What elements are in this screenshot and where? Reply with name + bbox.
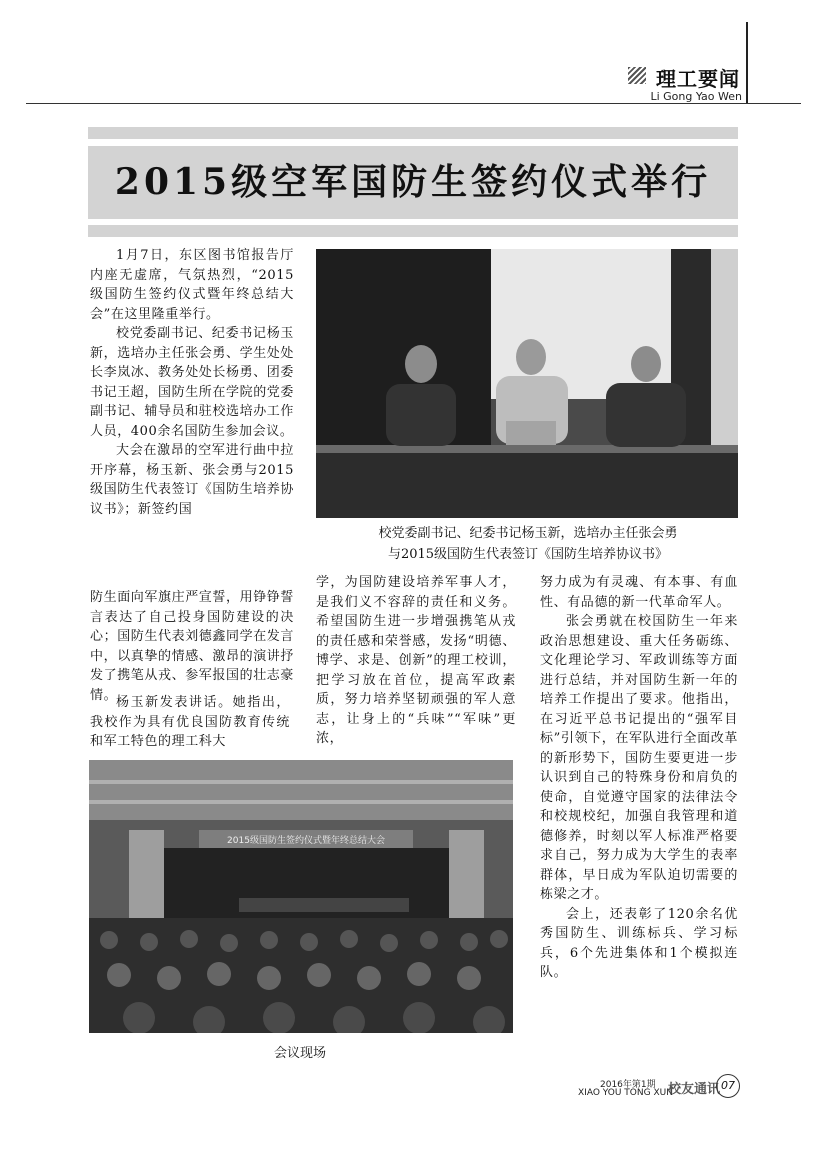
column-3 <box>540 573 738 983</box>
caption-line: 与2015级国防生代表签订《国防生培养协议书》 <box>387 547 669 562</box>
paragraph: 防生面向军旗庄严宣誓，用铮铮誓言表达了自己投身国防建设的决心；国防生代表刘德鑫同学在发言中，以真挚的情感、激昂的演讲抒发了携笔从戎、参军报国的壮志豪情。 <box>90 590 295 703</box>
column-2 <box>316 573 516 749</box>
paragraph: 校党委副书记、纪委书记杨玉新，选培办主任张会勇、学生处处长李岚冰、教务处处长杨勇、团委书记王超，国防生所在学院的党委副书记、辅导员和驻校选培办工作人员，400余名国防生参加会议。 <box>90 326 295 439</box>
column-1-end <box>90 693 290 752</box>
header-divider <box>746 22 748 104</box>
photo-1-caption <box>300 523 756 565</box>
title-band-bottom <box>88 225 738 237</box>
signing-ceremony-photo <box>316 249 738 518</box>
caption-line: 校党委副书记、纪委书记杨玉新，选培办主任张会勇 <box>378 526 678 541</box>
footer-pinyin: XIAO YOU TONG XUN <box>578 1088 673 1098</box>
page-number: 07 <box>716 1074 740 1098</box>
section-pinyin: Li Gong Yao Wen <box>650 90 742 103</box>
footer-publication-name: 校友通讯 <box>668 1082 721 1097</box>
meeting-banner-text: 2015级国防生签约仪式暨年终总结大会 <box>227 836 385 846</box>
footer-issue: 2016年第1期 <box>600 1080 656 1090</box>
photo-2-caption: 会议现场 <box>273 1046 326 1061</box>
title-band-top <box>88 127 738 139</box>
article-title: 2015级空军国防生签约仪式举行 <box>114 161 712 203</box>
header-rule <box>26 103 801 104</box>
paragraph: 大会在激昂的空军进行曲中拉开序幕，杨玉新、张会勇与2015级国防生代表签订《国防生培养协议书》；新签约国 <box>90 443 295 517</box>
paragraph: 会上，还表彰了120余名优秀国防生、训练标兵、学习标兵，6个先进集体和1个模拟连队。 <box>540 906 738 980</box>
header-stripe-icon <box>628 67 646 84</box>
column-1-continued <box>90 588 294 705</box>
paragraph: 学，为国防建设培养军事人才，是我们义不容辞的责任和义务。希望国防生进一步增强携笔从戎的责任感和荣誉感，发扬“明德、博学、求是、创新”的理工校训，把学习放在首位，提高军政素质，努力培养坚韧顽强的军人意志，让身上的“兵味”“军味”更浓， <box>316 575 516 746</box>
meeting-hall-photo <box>89 760 513 1033</box>
column-1 <box>90 246 294 519</box>
paragraph: 张会勇就在校国防生一年来政治思想建设、重大任务砺练、文化理论学习、军政训练等方面进行总结，并对国防生新一年的培养工作提出了要求。他指出，在习近平总书记提出的“强军目标”引领下，在军队进行全面改革的新形势下，国防生要更进一步认识到自己的特殊身份和肩负的使命，自觉遵守国家的法律法令和校规校纪，加强自我管理和道德修养，时刻以军人标准严格要求自己，努力成为大学生的表率群体，早日成为军队迫切需要的栋梁之才。 <box>540 614 738 902</box>
section-title: 理工要闻 <box>656 67 740 91</box>
paragraph: 杨玉新发表讲话。她指出，我校作为具有优良国防教育传统和军工特色的理工科大 <box>90 695 290 749</box>
paragraph: 努力成为有灵魂、有本事、有血性、有品德的新一代革命军人。 <box>540 575 738 610</box>
paragraph: 1月7日，东区图书馆报告厅内座无虚席，气氛热烈，“2015级国防生签约仪式暨年终总结大会”在这里隆重举行。 <box>90 248 294 322</box>
